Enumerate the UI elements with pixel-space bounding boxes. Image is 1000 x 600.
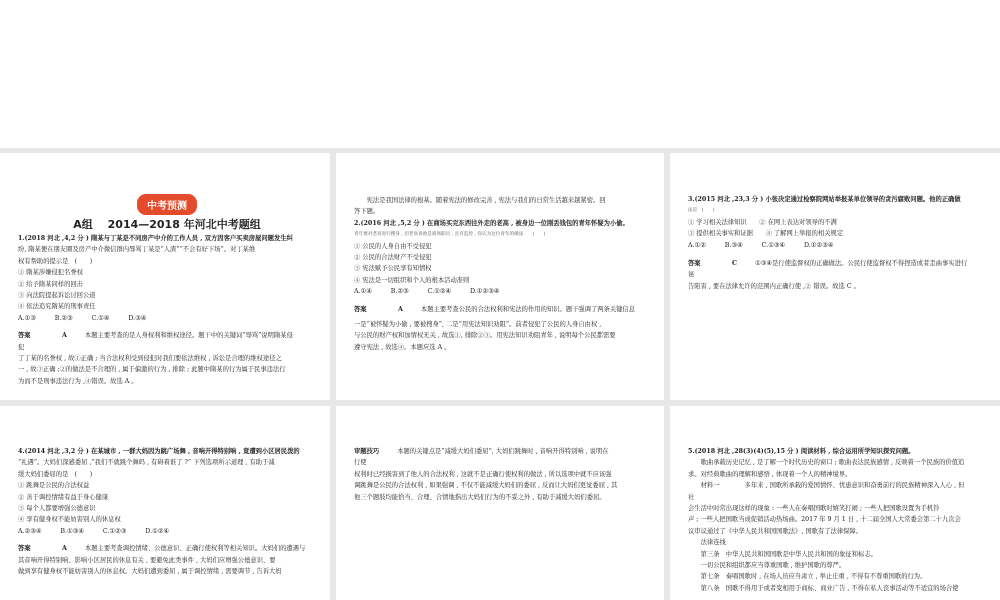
- option-line: ③ 宪法赋予公民享有知情权: [354, 265, 432, 273]
- answer-row: [18, 330, 316, 341]
- page-panel-5: [336, 406, 664, 600]
- option-line: ③ 提供相关事实和证据 ④ 了解网上举报的相关规定: [688, 230, 844, 238]
- answer-label: 答案: [354, 305, 367, 313]
- choices-line: A.①③ B.②③ C.①④ D.③④: [18, 314, 147, 322]
- tip-line: 本题的关键点是“减缓大妈们委屈”, 大妈们跳舞时 , 音响开得特别响 , 说明在: [397, 448, 609, 455]
- option-line: ② 给予隋某同样的回击: [18, 280, 83, 288]
- tip-label: 审题技巧: [354, 448, 380, 455]
- question-line: 缓大妈们委屈的是 ( ): [18, 470, 93, 478]
- analysis-line: 一是“被怀疑为小偷 , 要被搜身”, 二是“用宪法知识劝阻”。前者侵犯了公民的人身自由权 ,: [354, 321, 602, 329]
- choices-line: A.②③④ B.①③④ C.①②③ D.①②④: [18, 527, 170, 535]
- analysis-line: ①③④是行使监督权的正确做法。公民行使监督权不得捏造或者歪曲事实进行: [755, 260, 968, 268]
- analysis-line: 遵守宪法 , 故选④。本题应选 A 。: [354, 343, 451, 351]
- material-line: 会生活中时常出现这样的现象 : 一些人在奏唱国歌时嬉笑打闹 ; 一些人把国歌设置为手机铃: [688, 505, 940, 513]
- answer-value: A: [62, 332, 67, 340]
- question-line: 权有帮助的提示是 ( ): [18, 257, 93, 265]
- question-line: “礼遇”。大妈们深感委屈 ,“我们不就跳个舞吗 , 有碍着谁了 ?” 下列选项所示道理 , 有助于减: [18, 459, 275, 467]
- option-line: ④ 宪法是一切组织和个人的根本活动准则: [354, 276, 470, 284]
- question-line: 2.(2016 河北 ,5,2 分 ) 在商场买完东西往外走的老高 , 被身边一位刚丢钱包的青年怀疑为小偷。: [354, 219, 629, 227]
- answer-value: C: [732, 260, 738, 268]
- law-line: 一切公民和组织都应当尊重国歌 , 维护国歌的尊严。: [688, 562, 846, 570]
- answer-label: 答案: [688, 260, 701, 268]
- analysis-line: 与公民的财产权和加情权无关 , 故选①, 排除②③。用宪法知识劝阻青年 , 说明每个公民都需要: [354, 332, 616, 340]
- law-line: 第七条 奏唱国歌时 , 在场人员应当肃立 , 举止庄重 , 不得有不尊重国歌的行为。: [688, 573, 927, 581]
- tip-line: 权利时已经损害到了他人的合法权利 , 这就不是正确行使权利的做法 , 所以选项中就不应该强: [354, 470, 612, 478]
- analysis-line: 其音响开得特别响、影响小区居民的休息有关 , 要避免此类事件 , 大妈们应增强公德意识、要: [18, 556, 276, 564]
- option-line: ① 隋某涉嫌侵犯名誉权: [18, 269, 83, 277]
- material-line: 社: [688, 493, 695, 501]
- analysis-line: 做到享有健身权不能妨害别人的休息权。大妈们遭到委屈 , 属于调控情绪 , 需要调节 , 告诉大妈: [18, 568, 282, 576]
- option-line: ③ 每个人都要增强公德意识: [18, 505, 96, 513]
- question-small-line: 青年要对老高进行搜身 , 但老高说他是商场职员 , 且有监控 , 你认为这位青年的做法 ( ): [354, 232, 546, 238]
- choices-line: A.①④ B.②③ C.①②④ D.①②③④: [354, 288, 500, 296]
- material-line: 声 ; 一些人把国歌当成促销活动热场曲。2017 年 9 月 1 日 , 十二届全国人大常委会第二十九次会: [688, 516, 961, 524]
- material-line: 歌曲承载历史记忆 , 是了解一个时代历史的窗口 ; 歌曲表达民族感情 , 反映着一个民族的价值追: [688, 459, 965, 467]
- option-line: ④ 享有健身权不能妨害别人的休息权: [18, 516, 121, 524]
- page-panel-3: [670, 153, 1000, 400]
- option-line: ① 跳舞是公民的合法权益: [18, 482, 90, 490]
- question-line: 4.(2014 河北 ,3,2 分 ) 在某城市 , 一群大妈因为跳广场舞 , 音响开得特别响 , 竟遭到小区居民泼的: [18, 448, 300, 455]
- option-line: ① 学习相关法律知识 ② 在网上表达对领导的不满: [688, 218, 837, 226]
- analysis-line: 本题主要考查调控情绪、公德意识、正确行使权利等相关知识。大妈们的遭遇与: [84, 545, 306, 553]
- answer-value: A: [62, 545, 67, 553]
- question-line: 纷, 隋某便在朋友圈及房产中介微信群内辱骂丁某是“人渣”“不会有好下场”。对丁某维: [18, 246, 256, 254]
- answer-row: [18, 543, 316, 554]
- answer-row: [354, 304, 650, 315]
- page-panel-1: [0, 153, 330, 400]
- analysis-line: 犯: [18, 343, 25, 351]
- question-line: 3.(2015 河北 ,23,3 分 ) 小张决定通过检察院网站举报某单位领导的贪污腐败问题。他的正确做: [688, 196, 961, 203]
- option-line: ② 善于调控情绪有益于身心健康: [18, 493, 109, 501]
- question-1: [18, 233, 316, 324]
- option-line: ④ 依法追究隋某的刑事责任: [18, 303, 96, 311]
- option-line: ① 公民的人身自由不受侵犯: [354, 242, 432, 250]
- law-line: 第八条 国歌不得用于或者变相用于商标、商业广告 , 不得在私人丧事活动等不适宜的场合使: [688, 584, 959, 592]
- answer-label: 答案: [18, 332, 31, 340]
- analysis-line: 本题主要考查公民的合法权利和宪法的作用的知识。题干强调了两条关键信息: [420, 305, 636, 313]
- exam-prediction-badge: 中考预测: [137, 194, 197, 215]
- material-line: 议审议通过了《中华人民共和国国歌法》, 国歌有了法律保障。: [688, 527, 863, 535]
- question-line: 法是 ( ): [688, 208, 715, 214]
- answer-label: 答案: [18, 545, 31, 553]
- answer-row: [688, 258, 986, 269]
- question-line: 5.(2018 河北 ,28(3)(4)(5),15 分 ) 阅读材料 , 综合运用所学知识探究问题。: [688, 448, 915, 455]
- tip-line: 行使: [354, 459, 367, 467]
- analysis-line: 一 , 故③正确 ;②的做法是不合理的 , 属于偏激的行为 , 排除 ; 此题中隋某的行为属于民事违法行: [18, 366, 286, 374]
- tip-line: 调跳舞是公民的合法权利 , 如果强调 , 不仅不能减缓大妈们的委屈 , 反而让大妈们更觉委屈 , 其: [354, 482, 618, 490]
- material-line: 材料一 多年来 , 国歌所承载的爱国情怀、忧患意识和奋勇前行的民族精神深入人心 , 但: [688, 482, 965, 490]
- analysis-line: 告陷害 , 要在法律允许的范围内正确行使 ,② 错误。故选 C 。: [688, 282, 860, 290]
- group-title: A组 2014—2018 年河北中考题组: [73, 218, 261, 231]
- intro-line: 宪法是我国法律的根基。随着宪法的修改完善 , 宪法与我们的日常生活越来越紧密。回: [354, 197, 606, 204]
- analysis-line: 了丁某的名誉权 , 故①正确 ; 当合法权利受到侵犯时我们要依法维权 , 诉讼是合理的维权途径之: [18, 355, 282, 363]
- analysis-line: 诬: [688, 271, 695, 279]
- law-heading: 法律连线: [688, 539, 726, 547]
- analysis-line: 本题主要考查的是人身权利和维权途径。题干中的关键词“辱骂”说明隋某侵: [84, 332, 293, 340]
- tip-line: 他三个题肢均能恰当、合理、合情地指出大妈们行为的不妥之外 , 有助于减缓大妈们委屈。: [354, 493, 606, 501]
- law-line: 第三条 中华人民共和国国歌是中华人民共和国的象征和标志。: [688, 550, 877, 558]
- choices-line: A.①② B.③④ C.①③④ D.①②③④: [688, 241, 834, 249]
- option-line: ③ 向法院提起诉讼讨回公道: [18, 292, 96, 300]
- page-panel-6: [670, 406, 1000, 600]
- tip-row: [354, 446, 650, 457]
- answer-value: A: [398, 305, 403, 313]
- analysis-line: 为而不是刑事违法行为 ,④错误。故选 A 。: [18, 377, 138, 385]
- option-line: ② 公民的合法财产不受侵犯: [354, 254, 432, 262]
- page-panel-2: [336, 153, 664, 400]
- intro-line: 答下题。: [354, 208, 380, 216]
- question-line: 1.(2018 河北 ,4,2 分 ) 隋某与丁某是不同房产中介的工作人员 , 双方因客户买卖房屋问题发生纠: [18, 235, 293, 242]
- material-line: 求。对经典歌曲的理解和感悟 , 体现着一个人的精神境界。: [688, 470, 852, 478]
- page-panel-4: [0, 406, 330, 600]
